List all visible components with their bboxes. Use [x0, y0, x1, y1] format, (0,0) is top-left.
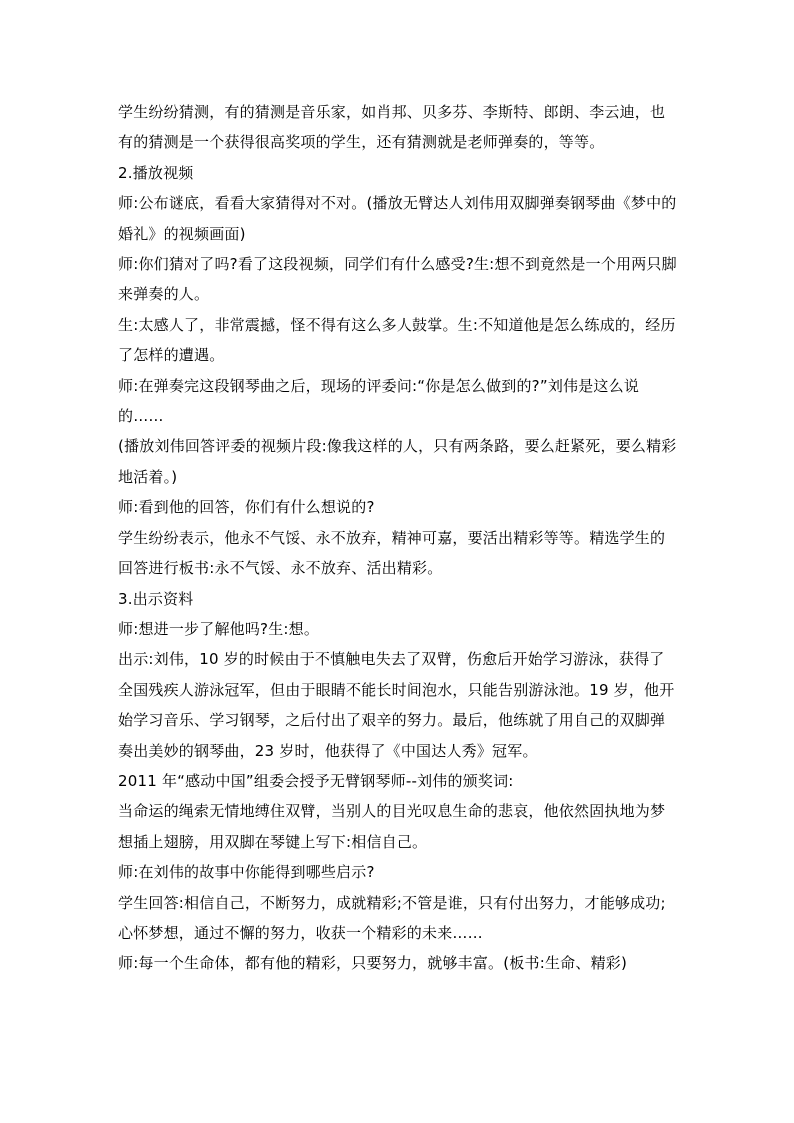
paragraph-teacher-question: 师:看到他的回答，你们有什么想说的? [118, 498, 375, 517]
paragraph-student-response: 生:太感人了，非常震撼，怪不得有这么多人鼓掌。生:不知道他是怎么练成的，经历了怎样的遭遇。 [118, 315, 676, 365]
paragraph-award-citation: 当命运的绳索无情地缚住双臂，当别人的目光叹息生命的悲哀，他依然固执地为梦想插上翅膀，用双脚在琴键上写下:相信自己。 [118, 802, 666, 851]
paragraph-student-answers: 学生回答:相信自己，不断努力，成就精彩;不管是谁，只有付出努力，才能够成功;心怀梦想，通过不懈的努力，收获一个精彩的未来…… [118, 893, 666, 942]
document-body [118, 97, 678, 979]
paragraph-award-intro: 2011 年“感动中国”组委会授予无臂钢琴师--刘伟的颁奖词: [118, 771, 514, 790]
paragraph-guesses: 学生纷纷猜测，有的猜测是音乐家，如肖邦、贝多芬、李斯特、郎朗、李云迪，也有的猜测是一个获得很高奖项的学生，还有猜测就是老师弹奏的，等等。 [118, 103, 666, 152]
paragraph-board-notes: 学生纷纷表示，他永不气馁、永不放弃，精神可嘉，要活出精彩等等。精选学生的回答进行板书:永不气馁、永不放弃、活出精彩。 [118, 528, 666, 578]
paragraph-biography: 出示:刘伟，10 岁的时候由于不慎触电失去了双臂，伤愈后开始学习游泳，获得了全国残疾人游泳冠军，但由于眼睛不能长时间泡水，只能告别游泳池。19 岁，他开始学习音乐、学习钢琴，之后付出了艰辛的努力。最后，他练就了用自己的双脚弹奏出美妙的钢琴曲，23 岁时，他获得了《中国达人秀》冠军。 [118, 650, 675, 760]
heading-play-video: 2.播放视频 [118, 163, 194, 182]
paragraph-liu-wei-answer: (播放刘伟回答评委的视频片段:像我这样的人，只有两条路，要么赶紧死，要么精彩地活着。) [118, 437, 677, 486]
paragraph-conclusion: 师:每一个生命体，都有他的精彩，只要努力，就够丰富。(板书:生命、精彩) [118, 954, 628, 973]
paragraph-reveal: 师:公布谜底，看看大家猜得对不对。(播放无臂达人刘伟用双脚弹奏钢琴曲《梦中的婚礼》的视频画面) [118, 194, 677, 243]
heading-show-materials: 3.出示资料 [118, 589, 194, 608]
paragraph-learn-more: 师:想进一步了解他吗?生:想。 [118, 619, 320, 638]
paragraph-judge-question: 师:在弹奏完这段钢琴曲之后，现场的评委问:“你是怎么做到的?”刘伟是这么说的…… [118, 376, 640, 426]
paragraph-feelings: 师:你们猜对了吗?看了这段视频，同学们有什么感受?生:想不到竟然是一个用两只脚来弹奏的人。 [118, 255, 677, 304]
paragraph-inspiration-question: 师:在刘伟的故事中你能得到哪些启示? [118, 863, 375, 882]
